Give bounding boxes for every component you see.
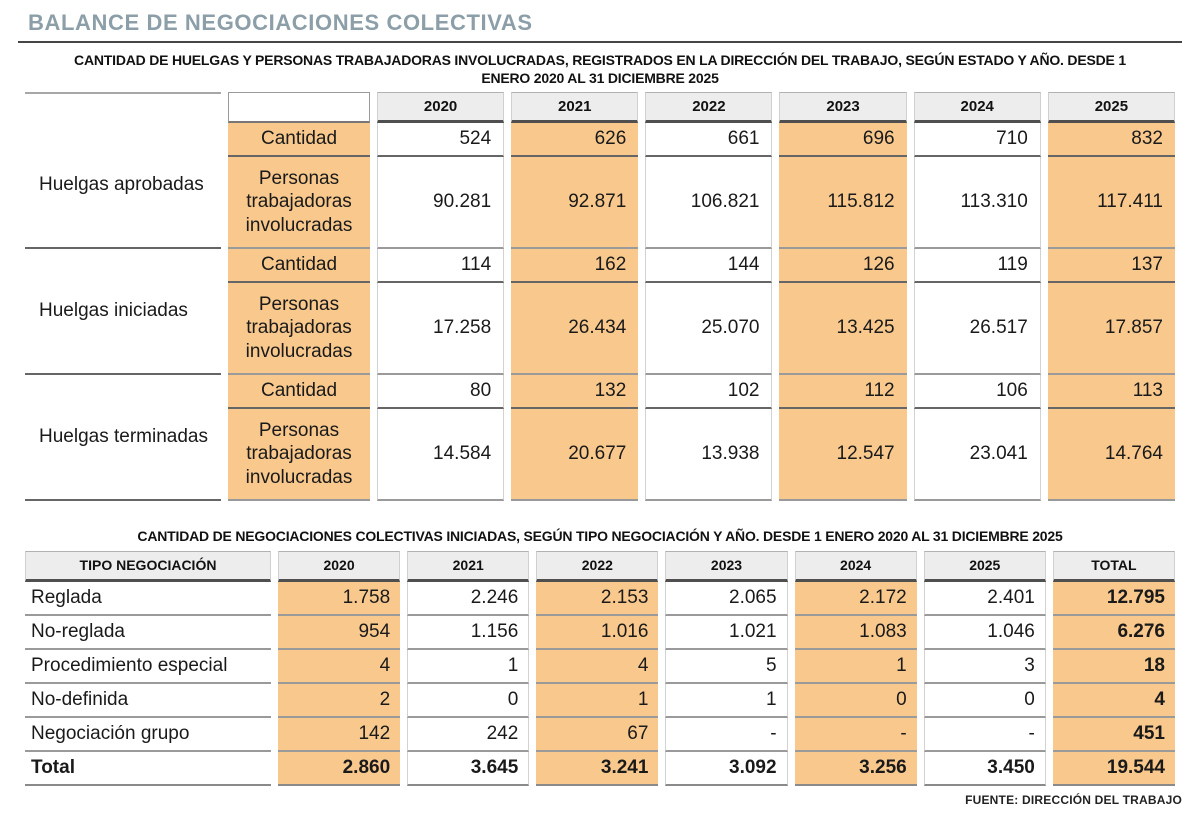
year-header: 2025 [1048, 92, 1175, 123]
cell-value: 142 [278, 718, 400, 752]
year-header: 2024 [795, 551, 917, 582]
strikes-section [18, 52, 1182, 501]
table-row [25, 718, 1175, 752]
column-header-tipo: TIPO NEGOCIACIÓN [25, 551, 271, 582]
negotiations-header-row [25, 551, 1175, 582]
cell-value: 2.860 [278, 752, 400, 786]
cell-value: 102 [645, 375, 772, 409]
table-row [25, 616, 1175, 650]
cell-value: 954 [278, 616, 400, 650]
cell-value: 14.584 [377, 409, 504, 501]
cell-value: 113 [1048, 375, 1175, 409]
cell-value: 92.871 [511, 157, 638, 249]
year-header: 2025 [924, 551, 1046, 582]
cell-value: 1.021 [665, 616, 787, 650]
cell-value: 20.677 [511, 409, 638, 501]
cell-value: 0 [924, 684, 1046, 718]
cell-value: 242 [407, 718, 529, 752]
cell-value: 626 [511, 123, 638, 157]
year-header: 2022 [536, 551, 658, 582]
cell-total: 6.276 [1053, 616, 1175, 650]
cell-value: 144 [645, 249, 772, 283]
cell-value: 23.041 [914, 409, 1041, 501]
strikes-header-row [25, 92, 1175, 123]
cell-value: 832 [1048, 123, 1175, 157]
cell-value: 1.083 [795, 616, 917, 650]
title-divider [18, 41, 1182, 43]
cell-value: 3.256 [795, 752, 917, 786]
cell-value: 117.411 [1048, 157, 1175, 249]
cell-total: 4 [1053, 684, 1175, 718]
cell-value: 1.758 [278, 582, 400, 616]
cell-value: 119 [914, 249, 1041, 283]
row-label: No-definida [25, 684, 271, 718]
cell-total: 18 [1053, 650, 1175, 684]
cell-value: 710 [914, 123, 1041, 157]
cell-total: 12.795 [1053, 582, 1175, 616]
cell-value: - [924, 718, 1046, 752]
table-row [25, 650, 1175, 684]
cell-value: 67 [536, 718, 658, 752]
cell-value: 1.046 [924, 616, 1046, 650]
cell-value: 661 [645, 123, 772, 157]
negotiations-table-subtitle: CANTIDAD DE NEGOCIACIONES COLECTIVAS INICIADAS, SEGÚN TIPO NEGOCIACIÓN Y AÑO. DESDE 1 ENERO 2020 AL 31 DICIEMBRE 2025 [137, 528, 1063, 544]
cell-value: 90.281 [377, 157, 504, 249]
total-header: TOTAL [1053, 551, 1175, 582]
cell-value: 132 [511, 375, 638, 409]
cell-value: 0 [795, 684, 917, 718]
cell-value: 14.764 [1048, 409, 1175, 501]
source-note: FUENTE: DIRECCIÓN DEL TRABAJO [965, 792, 1182, 807]
cell-value: 3.645 [407, 752, 529, 786]
row-label: Negociación grupo [25, 718, 271, 752]
cell-value: 112 [779, 375, 906, 409]
cell-value: 524 [377, 123, 504, 157]
cell-value: 26.517 [914, 283, 1041, 375]
corner-cell-box [228, 92, 370, 123]
year-header: 2023 [779, 92, 906, 123]
cell-value: 25.070 [645, 283, 772, 375]
row-label: No-reglada [25, 616, 271, 650]
cell-value: 3.450 [924, 752, 1046, 786]
cell-value: 26.434 [511, 283, 638, 375]
cell-value: 17.857 [1048, 283, 1175, 375]
year-header: 2020 [278, 551, 400, 582]
cell-value: 137 [1048, 249, 1175, 283]
row-label: Total [25, 752, 271, 786]
year-header: 2020 [377, 92, 504, 123]
cell-value: 1.156 [407, 616, 529, 650]
row-label-cantidad: Cantidad [228, 375, 370, 409]
table-row [25, 375, 1175, 409]
year-header: 2022 [645, 92, 772, 123]
cell-value: 126 [779, 249, 906, 283]
row-label: Procedimiento especial [25, 650, 271, 684]
cell-value: 3.241 [536, 752, 658, 786]
cell-value: 1 [795, 650, 917, 684]
cell-value: 4 [278, 650, 400, 684]
cell-value: 80 [377, 375, 504, 409]
cell-value: 2.401 [924, 582, 1046, 616]
cell-total: 19.544 [1053, 752, 1175, 786]
cell-value: 1 [407, 650, 529, 684]
cell-value: 696 [779, 123, 906, 157]
cell-value: 114 [377, 249, 504, 283]
row-label-personas: Personas trabajadoras involucradas [228, 409, 370, 501]
page-title: BALANCE DE NEGOCIACIONES COLECTIVAS [28, 10, 533, 35]
row-label-personas: Personas trabajadoras involucradas [228, 283, 370, 375]
strikes-table-subtitle: CANTIDAD DE HUELGAS Y PERSONAS TRABAJADORAS INVOLUCRADAS, REGISTRADOS EN LA DIRECCIÓN DEL TRABAJO, SEGÚN ESTADO Y AÑO. DESDE 1 ENERO 2020 AL 31 DICIEMBRE 2025 [74, 52, 1126, 86]
cell-value: 2.246 [407, 582, 529, 616]
table-row [25, 684, 1175, 718]
negotiations-section [18, 528, 1182, 786]
row-group-label: Huelgas terminadas [25, 375, 221, 501]
cell-value: 5 [665, 650, 787, 684]
cell-value: 1 [665, 684, 787, 718]
year-header: 2021 [511, 92, 638, 123]
row-group-label: Huelgas aprobadas [25, 123, 221, 249]
cell-value: 2 [278, 684, 400, 718]
corner-cell-empty [25, 92, 221, 123]
cell-value: 1.016 [536, 616, 658, 650]
cell-value: 2.153 [536, 582, 658, 616]
cell-value: 106 [914, 375, 1041, 409]
cell-value: 3.092 [665, 752, 787, 786]
cell-value: 106.821 [645, 157, 772, 249]
row-label-cantidad: Cantidad [228, 249, 370, 283]
cell-value: 2.172 [795, 582, 917, 616]
cell-value: 17.258 [377, 283, 504, 375]
strikes-table [18, 92, 1182, 501]
year-header: 2023 [665, 551, 787, 582]
year-header: 2024 [914, 92, 1041, 123]
table-row [25, 582, 1175, 616]
row-label: Reglada [25, 582, 271, 616]
cell-value: 12.547 [779, 409, 906, 501]
cell-total: 451 [1053, 718, 1175, 752]
year-header: 2021 [407, 551, 529, 582]
row-label-cantidad: Cantidad [228, 123, 370, 157]
cell-value: 2.065 [665, 582, 787, 616]
negotiations-table [18, 551, 1182, 786]
cell-value: 4 [536, 650, 658, 684]
cell-value: 13.938 [645, 409, 772, 501]
cell-value: 1 [536, 684, 658, 718]
strikes-table-wrapper [18, 92, 1182, 501]
table-row [25, 249, 1175, 283]
cell-value: 13.425 [779, 283, 906, 375]
cell-value: 113.310 [914, 157, 1041, 249]
cell-value: 0 [407, 684, 529, 718]
table-row-total [25, 752, 1175, 786]
row-label-personas: Personas trabajadoras involucradas [228, 157, 370, 249]
cell-value: 162 [511, 249, 638, 283]
cell-value: 115.812 [779, 157, 906, 249]
row-group-label: Huelgas iniciadas [25, 249, 221, 375]
cell-value: - [795, 718, 917, 752]
cell-value: 3 [924, 650, 1046, 684]
table-row [25, 123, 1175, 157]
cell-value: - [665, 718, 787, 752]
